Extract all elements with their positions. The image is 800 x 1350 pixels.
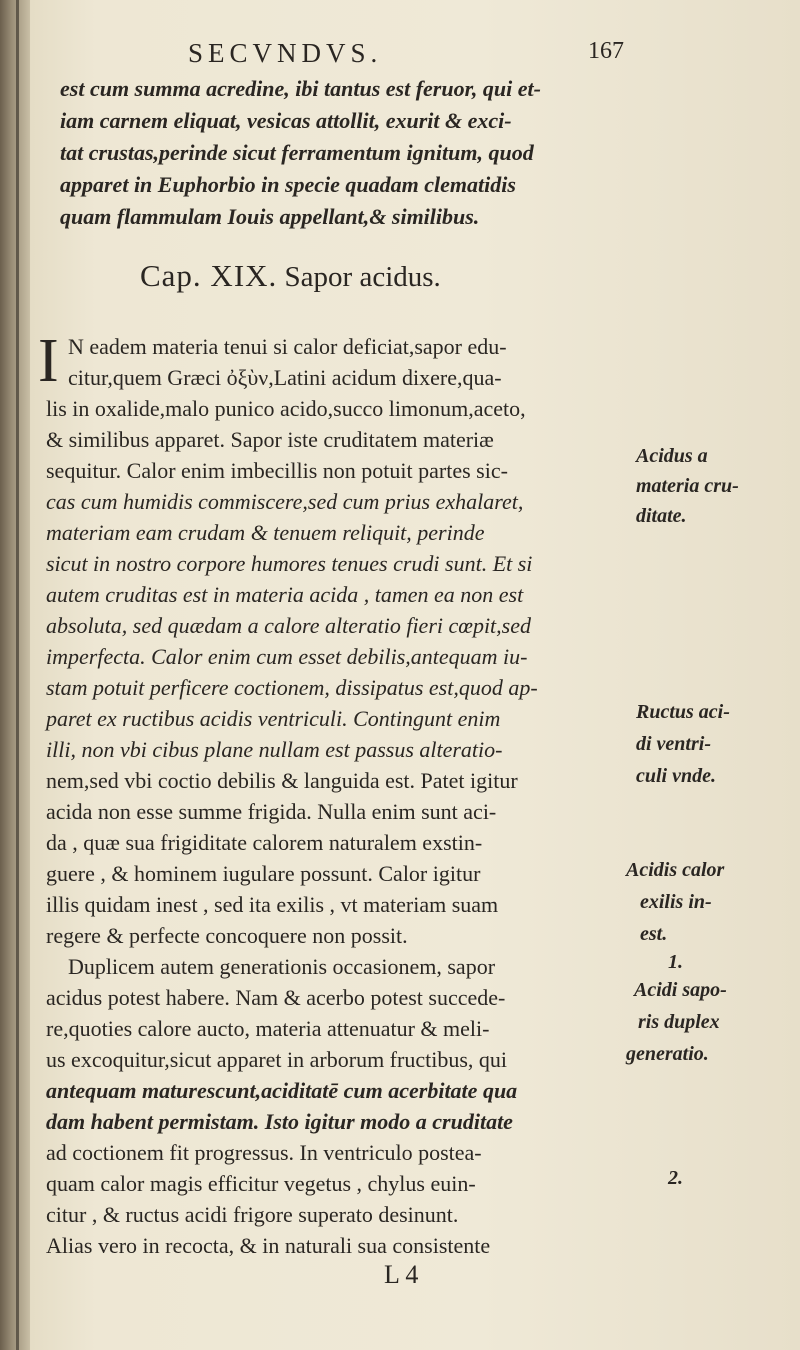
intro-line: quam flammulam Iouis appellant,& similibus. xyxy=(60,204,480,229)
intro-line: est cum summa acredine, ibi tantus est feruor, qui et- xyxy=(60,76,541,101)
marginal-note: ris duplex xyxy=(638,1011,720,1033)
body-line: sicut in nostro corpore humores tenues crudi sunt. Et si xyxy=(46,551,533,576)
body-line: quam calor magis efficitur vegetus , chylus euin- xyxy=(46,1171,476,1196)
body-line: acidus potest habere. Nam & acerbo potest succede- xyxy=(46,985,506,1010)
body-line: acida non esse summe frigida. Nulla enim sunt aci- xyxy=(46,799,497,824)
marginal-note: ditate. xyxy=(636,505,687,527)
marginal-note: culi vnde. xyxy=(636,765,716,787)
body-line: illi, non vbi cibus plane nullam est passus alteratio- xyxy=(46,737,503,762)
marginal-note: Acidis calor xyxy=(626,859,725,881)
gutter-fold xyxy=(16,0,19,1350)
body-line: citur,quem Græci ὀξὺν,Latini acidum dixere,qua- xyxy=(68,365,502,390)
marginal-note: exilis in- xyxy=(640,891,712,913)
body-line: Duplicem autem generationis occasionem, sapor xyxy=(68,954,496,979)
body-line: nem,sed vbi coctio debilis & languida est. Patet igitur xyxy=(46,768,518,793)
book-binding xyxy=(0,0,30,1350)
body-line: paret ex ructibus acidis ventriculi. Contingunt enim xyxy=(46,706,501,731)
marginal-note: Acidi sapo- xyxy=(634,979,727,1001)
body-line: lis in oxalide,malo punico acido,succo limonum,aceto, xyxy=(46,396,526,421)
chapter-label: Cap. XIX. xyxy=(140,258,278,293)
body-line: absoluta, sed quædam a calore alteratio fieri cœpit,sed xyxy=(46,613,531,638)
body-line: da , quæ sua frigiditate calorem naturalem exstin- xyxy=(46,830,483,855)
marginal-note: Ructus aci- xyxy=(636,701,730,723)
signature-mark: L 4 xyxy=(384,1260,419,1289)
chapter-title: Sapor acidus. xyxy=(284,261,441,293)
body-line: stam potuit perficere coctionem, dissipatus est,quod ap- xyxy=(46,675,538,700)
intro-line: tat crustas,perinde sicut ferramentum ignitum, quod xyxy=(60,140,534,165)
chapter-heading xyxy=(140,258,441,294)
body-line: regere & perfecte concoquere non possit. xyxy=(46,923,408,948)
body-line: autem cruditas est in materia acida , tamen ea non est xyxy=(46,582,524,607)
marginal-note: 1. xyxy=(668,951,683,973)
body-line: materiam eam crudam & tenuem reliquit, perinde xyxy=(46,520,485,545)
marginal-note: generatio. xyxy=(626,1043,709,1065)
body-line: imperfecta. Calor enim cum esset debilis,antequam iu- xyxy=(46,644,528,669)
marginal-note: est. xyxy=(640,923,668,945)
marginal-note: di ventri- xyxy=(636,733,711,755)
running-head: SECVNDVS. xyxy=(188,38,383,68)
body-line: illis quidam inest , sed ita exilis , vt materiam suam xyxy=(46,892,499,917)
body-line: us excoquitur,sicut apparet in arborum fructibus, qui xyxy=(46,1047,508,1072)
marginal-note: Acidus a xyxy=(636,445,708,467)
body-line: sequitur. Calor enim imbecillis non potuit partes sic- xyxy=(46,458,508,483)
marginal-note: materia cru- xyxy=(636,475,739,497)
drop-cap: I xyxy=(38,327,59,395)
body-line: & similibus apparet. Sapor iste cruditatem materiæ xyxy=(46,427,494,452)
body-line: Alias vero in recocta, & in naturali sua consistente xyxy=(46,1233,491,1258)
body-line: guere , & hominem iugulare possunt. Calor igitur xyxy=(46,861,481,886)
body-line: citur , & ructus acidi frigore superato desinunt. xyxy=(46,1202,459,1227)
body-line: re,quoties calore aucto, materia attenuatur & meli- xyxy=(46,1016,490,1041)
body-line: N eadem materia tenui si calor deficiat,sapor edu- xyxy=(68,334,507,359)
body-line: dam habent permistam. Isto igitur modo a cruditate xyxy=(46,1109,513,1134)
intro-line: iam carnem eliquat, vesicas attollit, exurit & exci- xyxy=(60,108,512,133)
body-line: cas cum humidis commiscere,sed cum prius exhalaret, xyxy=(46,489,524,514)
body-line: antequam maturescunt,aciditatē cum acerbitate qua xyxy=(46,1078,518,1103)
marginal-note: 2. xyxy=(668,1167,683,1189)
body-line: ad coctionem fit progressus. In ventriculo postea- xyxy=(46,1140,482,1165)
intro-line: apparet in Euphorbio in specie quadam clematidis xyxy=(60,172,516,197)
page-number: 167 xyxy=(588,38,624,64)
